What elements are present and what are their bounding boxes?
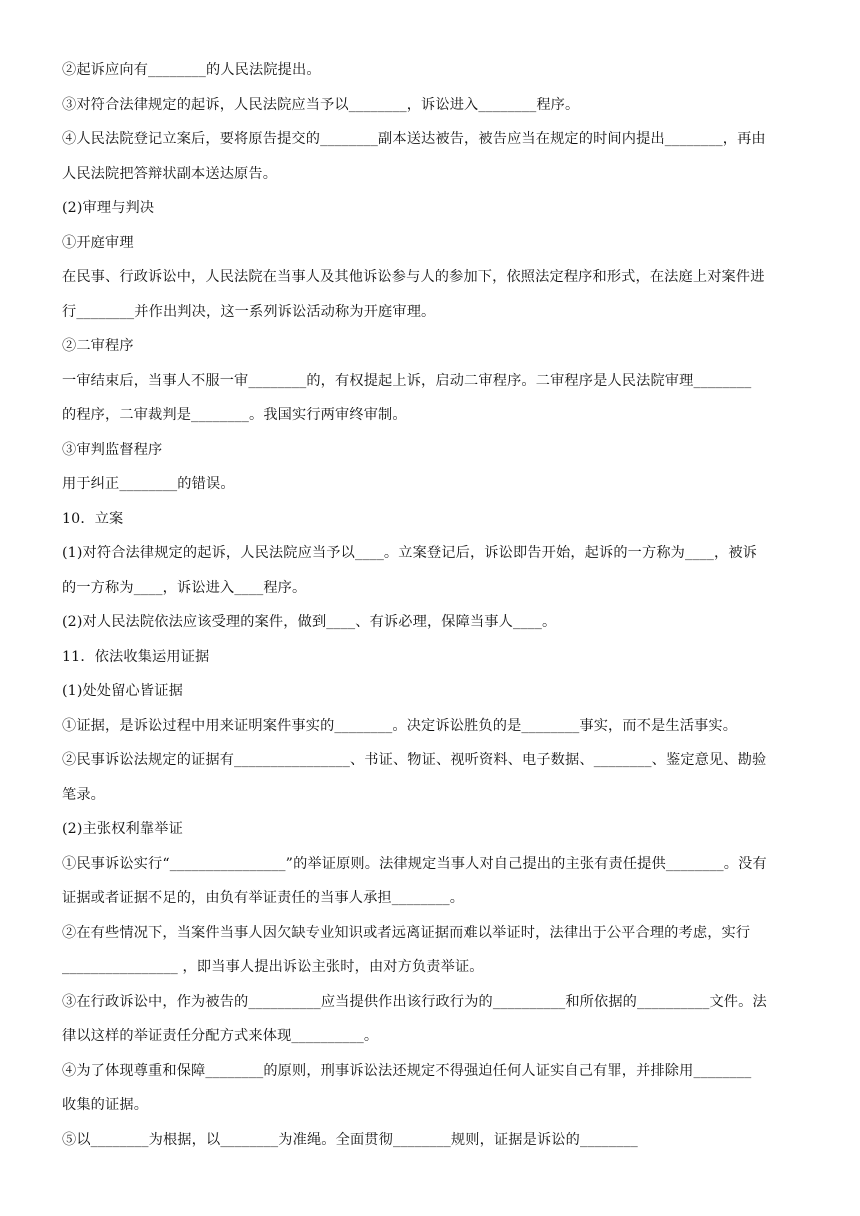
text-line: (2)对人民法院依法应该受理的案件，做到____、有诉必理，保障当事人____。 [62,614,557,630]
text-line: 用于纠正________的错误。 [62,476,235,492]
text-line: ④为了体现尊重和保障________的原则，刑事诉讼法还规定不得强迫任何人证实自己有罪，并排除用________ [62,1062,752,1079]
text-line: 的一方称为____，诉讼进入____程序。 [62,579,307,596]
text-line: 一审结束后，当事人不服一审________的，有权提起上诉，启动二审程序。二审程序是人民法院审理________ [62,372,752,389]
text-line: ①民事诉讼实行“________________”的举证原则。法律规定当事人对自己提出的主张有责任提供________。没有 [62,855,767,872]
subsection-heading: ①开庭审理 [62,234,134,251]
text-line: 在民事、行政诉讼中，人民法院在当事人及其他诉讼参与人的参加下，依照法定程序和形式，在法庭上对案件进 [62,269,765,285]
text-line: ②起诉应向有________的人民法院提出。 [62,62,321,78]
section-heading: (2)审理与判决 [62,200,155,216]
subsection-heading: ②二审程序 [62,338,134,354]
text-line: 人民法院把答辩状副本送达原告。 [62,165,278,182]
text-line: ③在行政诉讼中，作为被告的__________应当提供作出该行政行为的__________和所依据的__________文件。法 [62,993,767,1010]
numbered-heading: 11．依法收集运用证据 [62,648,210,665]
text-line: 证据或者证据不足的，由负有举证责任的当事人承担________。 [62,890,465,906]
text-line: ②民事诉讼法规定的证据有________________、书证、物证、视听资料、电子数据、________、鉴定意见、勘验 [62,752,767,768]
text-line: ④人民法院登记立案后，要将原告提交的________副本送达被告，被告应当在规定的时间内提出________，再由 [62,131,766,147]
section-heading: (2)主张权利靠举证 [62,821,183,837]
text-line: 收集的证据。 [62,1097,149,1113]
text-line: 笔录。 [62,786,106,803]
text-line: 的程序，二审裁判是________。我国实行两审终审制。 [62,407,407,423]
text-line: 律以这样的举证责任分配方式来体现__________。 [62,1028,379,1044]
text-line: ________________ ，即当事人提出诉讼主张时，由对方负责举证。 [62,959,484,975]
text-line: 行________并作出判决，这一系列诉讼活动称为开庭审理。 [62,303,436,320]
numbered-heading: 10．立案 [62,510,124,527]
text-line: ②在有些情况下，当案件当事人因欠缺专业知识或者远离证据而难以举证时，法律出于公平合理的考虑，实行 [62,924,751,941]
document-page [62,62,802,1166]
subsection-heading: ③审判监督程序 [62,441,163,458]
text-line: (1)对符合法律规定的起诉，人民法院应当予以____。立案登记后，诉讼即告开始，起诉的一方称为____，被诉 [62,545,758,561]
section-heading: (1)处处留心皆证据 [62,683,183,699]
text-line: ⑤以________为根据，以________为准绳。全面贯彻________规则，证据是诉讼的________ [62,1131,638,1148]
text-line: ①证据，是诉讼过程中用来证明案件事实的________。决定诉讼胜负的是________事实，而不是生活事实。 [62,717,738,734]
text-line: ③对符合法律规定的起诉，人民法院应当予以________，诉讼进入________程序。 [62,96,580,113]
